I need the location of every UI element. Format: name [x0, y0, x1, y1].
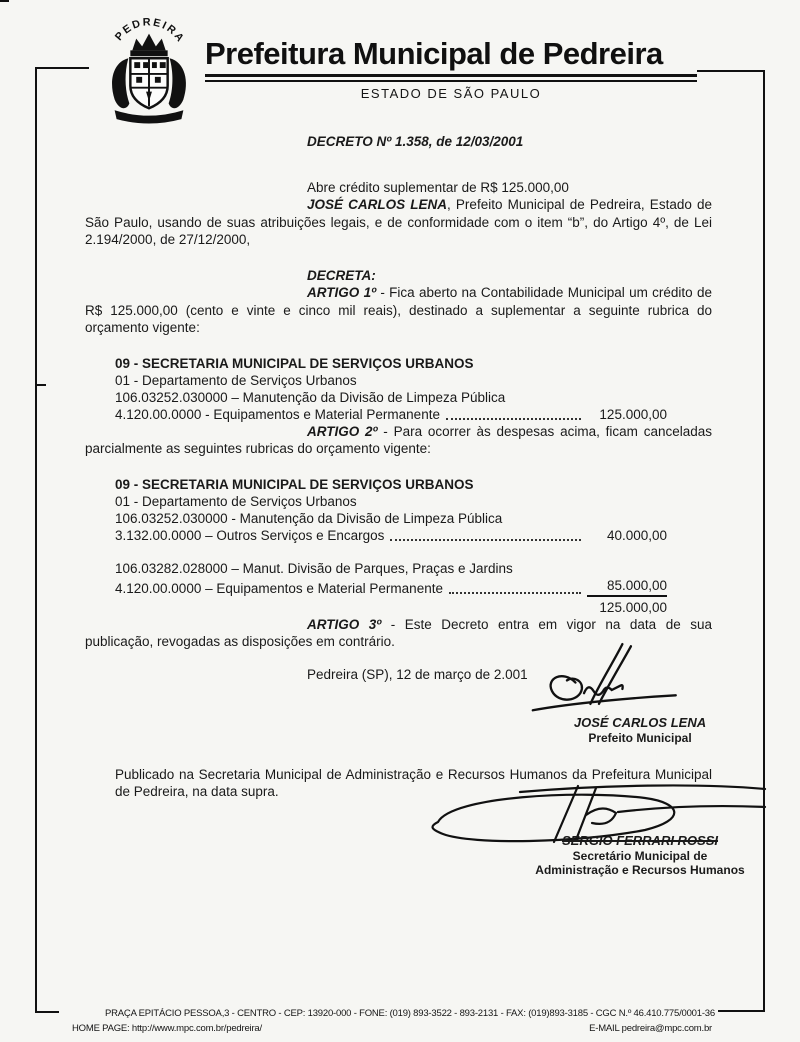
- footer-homepage: HOME PAGE: http://www.mpc.com.br/pedreira/: [72, 1023, 262, 1034]
- budget-item-row: [115, 406, 667, 423]
- budget-item-row: [115, 527, 667, 544]
- secretary-name: SERGIO FERRARI ROSSI: [561, 832, 719, 848]
- preamble-paragraph: [85, 196, 712, 249]
- mayor-name-lead: JOSÉ CARLOS LENA: [307, 197, 448, 212]
- left-bracket-bottom-rule: [35, 1011, 59, 1013]
- document-body: [85, 125, 745, 901]
- publication-paragraph: Publicado na Secretaria Municipal de Administração e Recursos Humanos da Prefeitura Municipal de Pedreira, na data supra.: [115, 766, 712, 799]
- dot-leader: [449, 591, 581, 594]
- coat-of-arms-icon: [95, 14, 203, 126]
- department-line: 01 - Departamento de Serviços Urbanos: [115, 372, 357, 388]
- mayor-name: JOSÉ CARLOS LENA: [573, 714, 707, 730]
- budget-item-amount: 40.000,00: [606, 527, 667, 543]
- budget-item-amount: 125.000,00: [599, 406, 667, 422]
- right-bracket-top-rule: [697, 70, 765, 72]
- article-3-text: - Este Decreto entra em vigor na data de sua publicação, revogadas as disposições em contrário.: [85, 616, 712, 649]
- program-line: 106.03282.028000 – Manut. Divisão de Parques, Praças e Jardins: [115, 560, 513, 576]
- article-2-text: - Para ocorrer às despesas acima, ficam canceladas parcialmente as seguintes rubricas do orçamento vigente:: [85, 423, 713, 456]
- left-bracket-top-rule: [35, 67, 89, 69]
- article-1-label: ARTIGO 1º: [307, 285, 377, 300]
- secretary-title-line2: Administração e Recursos Humanos: [535, 863, 745, 877]
- crest-arc-text: PEDREIRA: [112, 16, 188, 46]
- article-2-label: ARTIGO 2º: [307, 423, 378, 439]
- article-2-paragraph: [85, 423, 712, 458]
- article-3-label: ARTIGO 3º: [307, 616, 382, 632]
- budget-item-amount-underlined: 85.000,00: [587, 577, 667, 597]
- cancellation-total-amount: 125.000,00: [599, 599, 667, 615]
- supplement-budget-block: [85, 355, 712, 423]
- left-bracket-vertical-rule: [35, 67, 37, 1013]
- department-line: 01 - Departamento de Serviços Urbanos: [115, 493, 357, 509]
- preamble-text: , Prefeito Municipal de Pedreira, Estado de São Paulo, usando de suas atribuições legais, e de conformidade com o item “b”, do Artigo 4º, de Lei 2.194/2000, de 27/12/2000,: [85, 197, 712, 247]
- mayor-signature: [515, 642, 685, 722]
- decree-number-heading: DECRETO Nº 1.358, de 12/03/2001: [307, 134, 524, 149]
- place-date-line: Pedreira (SP), 12 de março de 2.001: [307, 666, 528, 682]
- program-line: 106.03252.030000 - Manutenção da Divisão de Limpeza Pública: [115, 510, 503, 526]
- dot-leader: [446, 417, 581, 420]
- budget-item-label: 4.120.00.0000 - Equipamentos e Material Permanente: [115, 406, 440, 422]
- title-double-underline: [205, 74, 697, 82]
- cancellation-budget-block-1: [85, 476, 712, 544]
- budget-item-row: [115, 577, 667, 597]
- footer-email: E-MAIL pedreira@mpc.com.br: [589, 1023, 712, 1034]
- secretariat-heading: 09 - SECRETARIA MUNICIPAL DE SERVIÇOS URBANOS: [115, 476, 474, 492]
- article-1-paragraph: [85, 284, 712, 337]
- letterhead-footer: [58, 1008, 762, 1034]
- page-subtitle: ESTADO DE SÃO PAULO: [360, 86, 542, 101]
- cancellation-budget-block-2: [85, 560, 712, 616]
- dot-leader: [390, 538, 581, 541]
- program-line: 106.03252.030000 – Manutenção da Divisão de Limpeza Pública: [115, 389, 506, 405]
- left-edge-tick: [0, 0, 9, 2]
- footer-address-line: PRAÇA EPITÁCIO PESSOA,3 - CENTRO - CEP: 13920-000 - FONE: (019) 893-3522 - 893-2131 - FAX: (019)893-3185 - CGC N.º 46.410.775/0001-36: [105, 1008, 715, 1019]
- secretary-title-line1: Secretário Municipal de: [572, 849, 708, 863]
- secretariat-heading: 09 - SECRETARIA MUNICIPAL DE SERVIÇOS URBANOS: [115, 355, 474, 371]
- article-1-text: - Fica aberto na Contabilidade Municipal um crédito de R$ 125.000,00 (cento e vinte e cinco mil reais), destinado a suplementar a seguinte rubrica do orçamento vigente:: [85, 285, 712, 335]
- left-margin-tick: [37, 384, 46, 386]
- budget-item-label: 3.132.00.0000 – Outros Serviços e Encargos: [115, 527, 385, 543]
- decreta-heading: DECRETA:: [307, 267, 376, 283]
- closing-area: [85, 666, 745, 901]
- page-title: Prefeitura Municipal de Pedreira: [205, 36, 663, 71]
- mayor-title: Prefeito Municipal: [588, 731, 692, 745]
- decree-summary: Abre crédito suplementar de R$ 125.000,00: [307, 179, 569, 195]
- budget-item-label: 4.120.00.0000 – Equipamentos e Material Permanente: [115, 580, 443, 596]
